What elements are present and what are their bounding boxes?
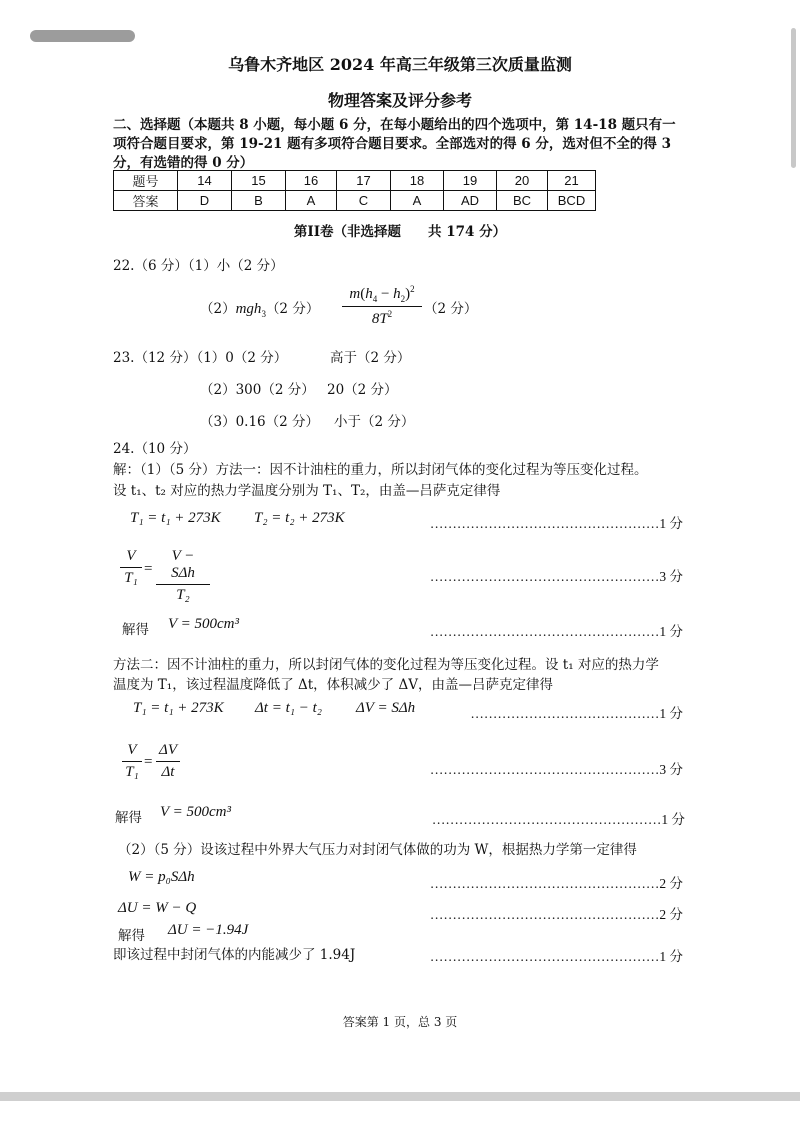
- q22-fraction-denominator: $8T^2$: [342, 306, 422, 328]
- q24-conclusion: 即该过程中封闭气体的内能减少了 1.94J: [113, 947, 356, 963]
- section-intro-line-3: 分，有选错的得 0 分）: [113, 155, 254, 171]
- q24-score-7: ……………………………………………2 分: [429, 876, 683, 891]
- q24-part2-line: （2）（5 分）设该过程中外界大气压力对封闭气体做的功为 W，根据热力学第一定律得: [118, 842, 637, 858]
- q24-eq4-lhs: $\frac{V}{\text{T₁}}$: [122, 742, 142, 781]
- q24-score-9: ……………………………………………1 分: [429, 949, 683, 964]
- q23-line-3b: 小于（2 分）: [334, 414, 415, 430]
- table-cell-number: 19: [444, 171, 497, 191]
- q24-solution-2: V = 500cm³: [160, 804, 232, 820]
- q24-solution-3-label: 解得: [118, 928, 145, 944]
- table-cell-number: 15: [232, 171, 286, 191]
- q23-line-1a: 23.（12 分）（1）0（2 分）: [113, 350, 288, 366]
- page-subtitle: 物理答案及评分参考: [327, 91, 472, 110]
- top-bar-decoration: [30, 30, 135, 42]
- q24-heading: 24.（10 分）: [113, 441, 197, 457]
- q24-eq5: W = p₀SΔh: [128, 869, 195, 885]
- table-row-answers: [114, 191, 596, 211]
- q22-fraction-score: （2 分）: [424, 301, 478, 317]
- q24-solution-2-label: 解得: [115, 810, 142, 826]
- table-cell-answer: D: [178, 191, 232, 211]
- page-title: 乌鲁木齐地区 2024 年高三年级第三次质量监测: [228, 55, 572, 74]
- q22-fraction-numerator: $m(h_4 - h_2)^2$: [349, 284, 415, 304]
- table-cell-number: 18: [391, 171, 444, 191]
- table-cell-answer: BC: [497, 191, 548, 211]
- q24-eq3c: ΔV = SΔh: [356, 700, 416, 716]
- bottom-bar-decoration: [0, 1092, 800, 1101]
- q24-eq3a: T₁ = t₁ + 273K: [133, 700, 224, 716]
- table-cell-number: 20: [497, 171, 548, 191]
- q24-score-6: ……………………………………………1 分: [431, 812, 685, 827]
- table-cell-label: 题号: [114, 171, 178, 191]
- q22-part2-score: （2 分）: [265, 301, 320, 317]
- page-footer: 答案第 1 页，总 3 页: [342, 1015, 458, 1029]
- q24-solution-1-label: 解得: [122, 622, 149, 638]
- q22-fraction: [342, 284, 422, 328]
- answer-table: [113, 170, 596, 211]
- q24-solution-1: V = 500cm³: [168, 616, 240, 632]
- part2-heading: 第II卷（非选择题 共 174 分）: [293, 224, 507, 240]
- table-cell-answer: AD: [444, 191, 497, 211]
- q24-eq1b: T₂ = t₂ + 273K: [254, 510, 345, 526]
- table-cell-number: 16: [286, 171, 337, 191]
- table-row-numbers: [114, 171, 596, 191]
- q24-method1-line-2: 设 t₁、t₂ 对应的热力学温度分别为 T₁、T₂，由盖—吕萨克定律得: [113, 483, 501, 499]
- q24-score-5: ……………………………………………3 分: [429, 762, 683, 777]
- table-cell-number: 21: [548, 171, 596, 191]
- table-cell-answer: BCD: [548, 191, 596, 211]
- q24-score-4: ……………………………………1 分: [470, 706, 683, 721]
- q24-method2-line-1: 方法二：因不计油柱的重力，所以封闭气体的变化过程为等压变化过程。设 t₁ 对应的热力学: [113, 657, 659, 673]
- q23-line-3a: （3）0.16（2 分）: [200, 414, 320, 430]
- q22-part2: [200, 297, 319, 319]
- section-intro-line-1: 二、选择题（本题共 8 小题，每小题 6 分，在每小题给出的四个选项中，第 14-18 题只有一: [113, 117, 676, 133]
- q24-eq4-equals: =: [144, 754, 153, 770]
- q24-method2-line-2: 温度为 T₁，该过程温度降低了 Δt，体积减少了 ΔV，由盖—吕萨克定律得: [113, 677, 553, 693]
- q24-eq2-lhs: $\frac{V}{\text{T₁}}$: [120, 548, 142, 587]
- section-intro-line-2: 项符合题目要求，第 19-21 题有多项符合题目要求。全部选对的得 6 分，选对但不全的得 3: [113, 136, 671, 152]
- q24-eq6: ΔU = W − Q: [118, 900, 197, 916]
- q24-score-8: ……………………………………………2 分: [429, 907, 683, 922]
- q23-line-1b: 高于（2 分）: [330, 350, 411, 366]
- q24-method1-line-1: 解：（1）（5 分）方法一：因不计油柱的重力，所以封闭气体的变化过程为等压变化过程。: [113, 462, 648, 478]
- table-cell-number: 14: [178, 171, 232, 191]
- table-cell-answer: B: [232, 191, 286, 211]
- q24-score-2: ……………………………………………3 分: [429, 569, 683, 584]
- q24-eq4-rhs: $\frac{\Delta V}{\Delta t}$: [156, 742, 180, 781]
- q24-eq1a: T₁ = t₁ + 273K: [130, 510, 221, 526]
- q22-part2-expr: mgh$_3$: [235, 301, 266, 319]
- q22-part2-label: （2）: [200, 301, 236, 317]
- table-cell-answer: A: [286, 191, 337, 211]
- table-cell-label: 答案: [114, 191, 178, 211]
- q24-eq3b: Δt = t₁ − t₂: [255, 700, 322, 716]
- q24-eq2-rhs: V − SΔh T₂: [156, 548, 210, 604]
- table-cell-answer: C: [337, 191, 391, 211]
- q24-score-3: ……………………………………………1 分: [429, 624, 683, 639]
- q24-eq2-equals: =: [144, 561, 153, 577]
- q24-score-1: ……………………………………………1 分: [429, 516, 683, 531]
- table-cell-answer: A: [391, 191, 444, 211]
- table-cell-number: 17: [337, 171, 391, 191]
- q23-line-2b: 20（2 分）: [327, 382, 398, 398]
- q22-line-1: 22.（6 分）（1）小（2 分）: [113, 258, 284, 274]
- q23-line-2a: （2）300（2 分）: [200, 382, 315, 398]
- q24-solution-3: ΔU = −1.94J: [168, 922, 249, 938]
